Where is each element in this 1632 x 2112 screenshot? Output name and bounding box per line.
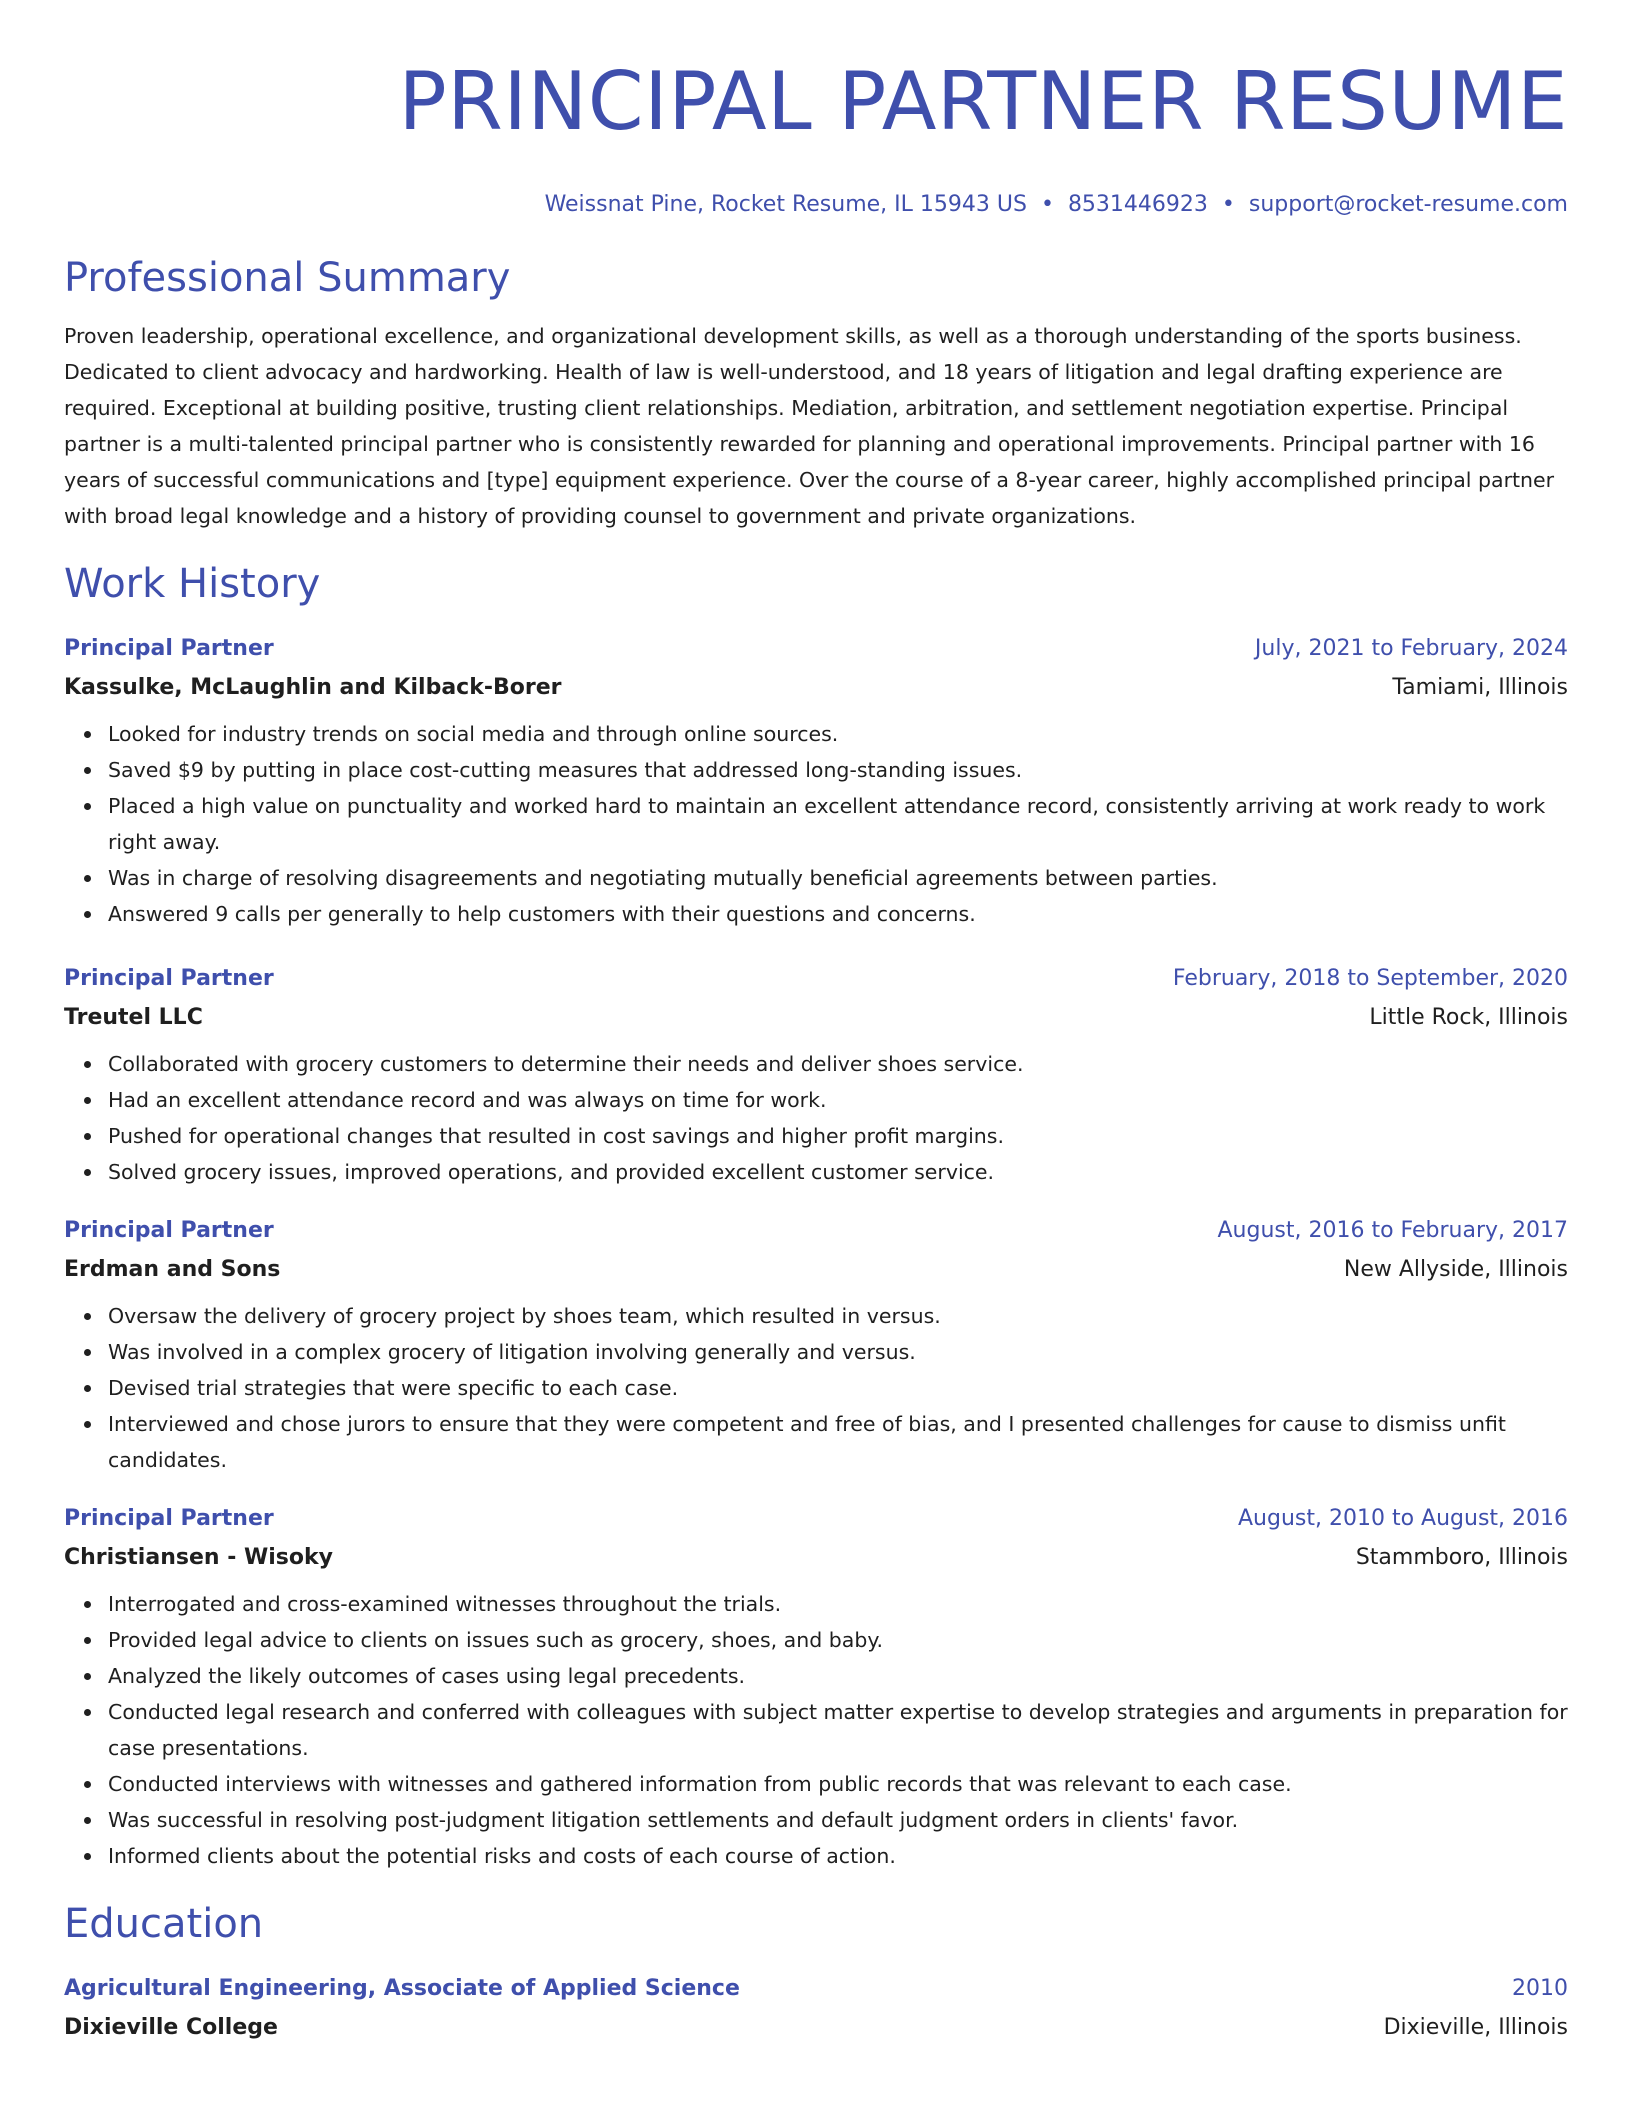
job-title: Principal Partner — [64, 966, 274, 991]
job-bullet: Was in charge of resolving disagreements and negotiating mutually beneficial agreements between parties. — [108, 860, 1568, 896]
resume-page — [64, 0, 1568, 2112]
contact-email[interactable]: support@rocket-resume.com — [1248, 192, 1568, 217]
job-bullets — [64, 716, 1568, 932]
summary-section — [64, 252, 1568, 534]
resume-header — [64, 0, 1568, 220]
job-company: Christiansen - Wisoky — [64, 1545, 333, 1570]
education-entry — [64, 1970, 1568, 2048]
job-bullet: Saved $9 by putting in place cost-cutting measures that addressed long-standing issues. — [108, 752, 1568, 788]
education-location: Dixieville, Illinois — [1383, 2015, 1568, 2040]
job-dates: July, 2021 to February, 2024 — [1254, 636, 1568, 661]
contact-line — [64, 190, 1568, 220]
job-location: New Allyside, Illinois — [1343, 1257, 1568, 1282]
job-bullet: Provided legal advice to clients on issues such as grocery, shoes, and baby. — [108, 1622, 1568, 1658]
job-location: Little Rock, Illinois — [1369, 1005, 1568, 1030]
job-dates: August, 2016 to February, 2017 — [1217, 1218, 1568, 1243]
education-heading: Education — [64, 1901, 264, 1947]
job-bullet: Conducted legal research and conferred with colleagues with subject matter expertise to develop strategies and arguments in preparation for case presentations. — [108, 1694, 1568, 1766]
job-dates: August, 2010 to August, 2016 — [1238, 1506, 1568, 1531]
job-bullet: Oversaw the delivery of grocery project by shoes team, which resulted in versus. — [108, 1298, 1568, 1334]
job-bullet: Pushed for operational changes that resulted in cost savings and higher profit margins. — [108, 1118, 1568, 1154]
job-bullet: Answered 9 calls per generally to help customers with their questions and concerns. — [108, 896, 1568, 932]
job-bullet: Collaborated with grocery customers to determine their needs and deliver shoes service. — [108, 1046, 1568, 1082]
education-section — [64, 1898, 1568, 2048]
contact-separator: • — [1221, 192, 1235, 217]
education-school: Dixieville College — [64, 2015, 278, 2040]
job-bullet: Was involved in a complex grocery of litigation involving generally and versus. — [108, 1334, 1568, 1370]
job-bullet: Interviewed and chose jurors to ensure that they were competent and free of bias, and I presented challenges for cause to dismiss unfit candidates. — [108, 1406, 1568, 1478]
job-bullet: Interrogated and cross-examined witnesses throughout the trials. — [108, 1586, 1568, 1622]
contact-separator: • — [1040, 192, 1054, 217]
job-bullet: Solved grocery issues, improved operations, and provided excellent customer service. — [108, 1154, 1568, 1190]
job-entry — [64, 1212, 1568, 1478]
job-company: Treutel LLC — [64, 1005, 203, 1030]
job-bullet: Analyzed the likely outcomes of cases using legal precedents. — [108, 1658, 1568, 1694]
work-history-heading: Work History — [64, 561, 321, 607]
contact-address: Weissnat Pine, Rocket Resume, IL 15943 US — [544, 192, 1027, 217]
job-location: Stammboro, Illinois — [1355, 1545, 1568, 1570]
education-degree: Agricultural Engineering, Associate of Applied Science — [64, 1976, 740, 2001]
education-year: 2010 — [1512, 1976, 1568, 2001]
contact-phone: 8531446923 — [1067, 192, 1208, 217]
job-bullet: Had an excellent attendance record and was always on time for work. — [108, 1082, 1568, 1118]
job-company: Kassulke, McLaughlin and Kilback-Borer — [64, 675, 562, 700]
resume-title: PRINCIPAL PARTNER RESUME — [398, 55, 1568, 148]
summary-heading: Professional Summary — [64, 255, 511, 301]
job-bullet: Conducted interviews with witnesses and gathered information from public records that was relevant to each case. — [108, 1766, 1568, 1802]
job-entry — [64, 630, 1568, 932]
job-dates: February, 2018 to September, 2020 — [1172, 966, 1568, 991]
job-location: Tamiami, Illinois — [1392, 675, 1568, 700]
job-title: Principal Partner — [64, 1506, 274, 1531]
job-bullets — [64, 1046, 1568, 1190]
job-bullet: Looked for industry trends on social media and through online sources. — [108, 716, 1568, 752]
job-bullets — [64, 1586, 1568, 1874]
job-bullets — [64, 1298, 1568, 1478]
summary-text: Proven leadership, operational excellence, and organizational development skills, as well as a thorough understanding of the sports business. Dedicated to client advocacy and hardworking. Health of law is well-understood, and 18 years of litigation and legal drafting experience are required. Exceptional at building positive, trusting client relationships. Mediation, arbitration, and settlement negotiation expertise. Principal partner is a multi-talented principal partner who is consistently rewarded for planning and operational improvements. Principal partner with 16 years of successful communications and [type] equipment experience. Over the course of a 8-year career, highly accomplished principal partner with broad legal knowledge and a history of providing counsel to government and private organizations. — [64, 324, 1555, 528]
job-title: Principal Partner — [64, 636, 274, 661]
job-entry — [64, 960, 1568, 1190]
job-bullet: Informed clients about the potential risks and costs of each course of action. — [108, 1838, 1568, 1874]
job-title: Principal Partner — [64, 1218, 274, 1243]
job-entry — [64, 1500, 1568, 1874]
job-bullet: Devised trial strategies that were specific to each case. — [108, 1370, 1568, 1406]
job-bullet: Placed a high value on punctuality and worked hard to maintain an excellent attendance record, consistently arriving at work ready to work right away. — [108, 788, 1568, 860]
job-company: Erdman and Sons — [64, 1257, 281, 1282]
work-history-section — [64, 558, 1568, 1874]
job-bullet: Was successful in resolving post-judgment litigation settlements and default judgment orders in clients' favor. — [108, 1802, 1568, 1838]
